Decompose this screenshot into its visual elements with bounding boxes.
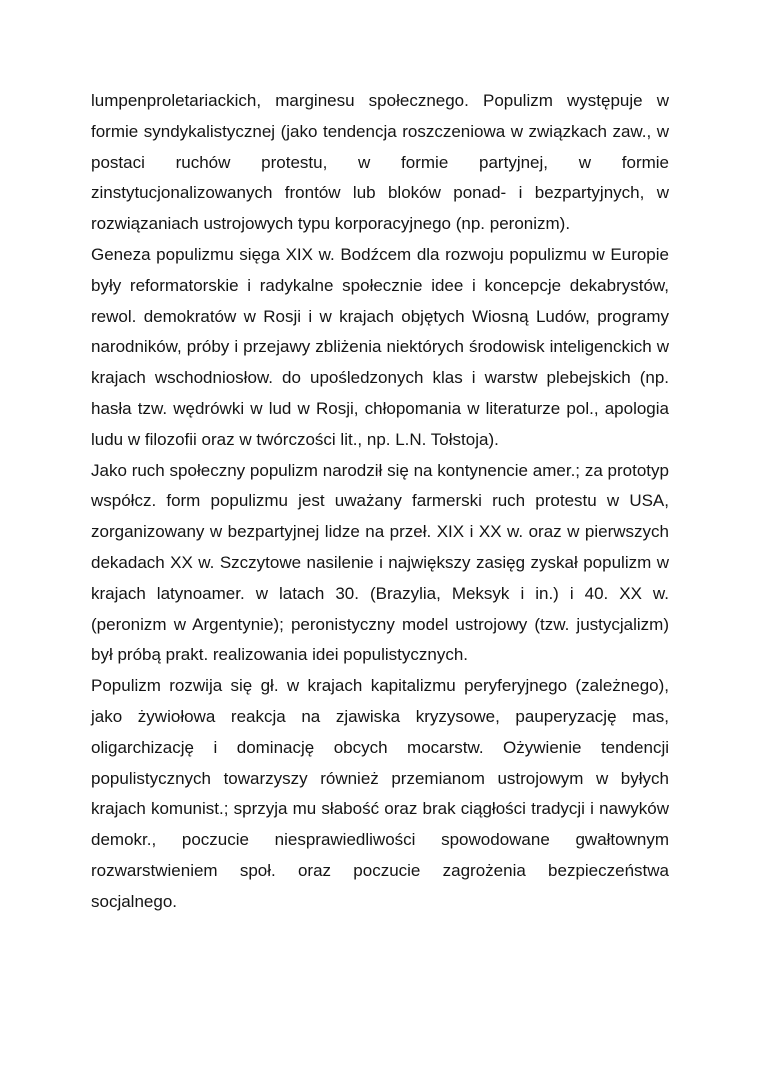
- document-page: [91, 86, 669, 918]
- paragraph-development-of-populism: Populizm rozwija się gł. w krajach kapitalizmu peryferyjnego (zależnego), jako żywiołowa reakcja na zjawiska kryzysowe, pauperyzację mas, oligarchizację i dominację obcych mocarstw. Ożywienie tendencji populistycznych towarzyszy również przemianom ustrojowym w byłych krajach komunist.; sprzyja mu słabość oraz brak ciągłości tradycji i nawyków demokr., poczucie niesprawiedliwości spowodowane gwałtownym rozwarstwieniem społ. oraz poczucie zagrożenia bezpieczeństwa socjalnego.: [91, 676, 669, 911]
- paragraph-genesis-of-populism: Geneza populizmu sięga XIX w. Bodźcem dla rozwoju populizmu w Europie były reformatorskie i radykalne społecznie idee i koncepcje dekabrystów, rewol. demokratów w Rosji i w krajach objętych Wiosną Ludów, programy narodników, próby i przejawy zbliżenia niektórych środowisk inteligenckich w krajach wschodniosłow. do upośledzonych klas i warstw plebejskich (np. hasła tzw. wędrówki w lud w Rosji, chłopomania w literaturze pol., apologia ludu w filozofii oraz w twórczości lit., np. L.N. Tołstoja).: [91, 244, 669, 449]
- paragraph-social-movement: Jako ruch społeczny populizm narodził się na kontynencie amer.; za prototyp współcz. form populizmu jest uważany farmerski ruch protestu w USA, zorganizowany w bezpartyjnej lidze na przeł. XIX i XX w. oraz w pierwszych dekadach XX w. Szczytowe nasilenie i największy zasięg zyskał populizm w krajach latynoamer. w latach 30. (Brazylia, Meksyk i in.) i 40. XX w. (peronizm w Argentynie); peronistyczny model ustrojowy (tzw. justycjalizm) był próbą prakt. realizowania idei populistycznych.: [91, 460, 669, 665]
- paragraph-forms-of-populism: lumpenproletariackich, marginesu społecznego. Populizm występuje w formie syndykalistycznej (jako tendencja roszczeniowa w związkach zaw., w postaci ruchów protestu, w formie partyjnej, w formie zinstytucjonalizowanych frontów lub bloków ponad- i bezpartyjnych, w rozwiązaniach ustrojowych typu korporacyjnego (np. peronizm).: [91, 91, 669, 234]
